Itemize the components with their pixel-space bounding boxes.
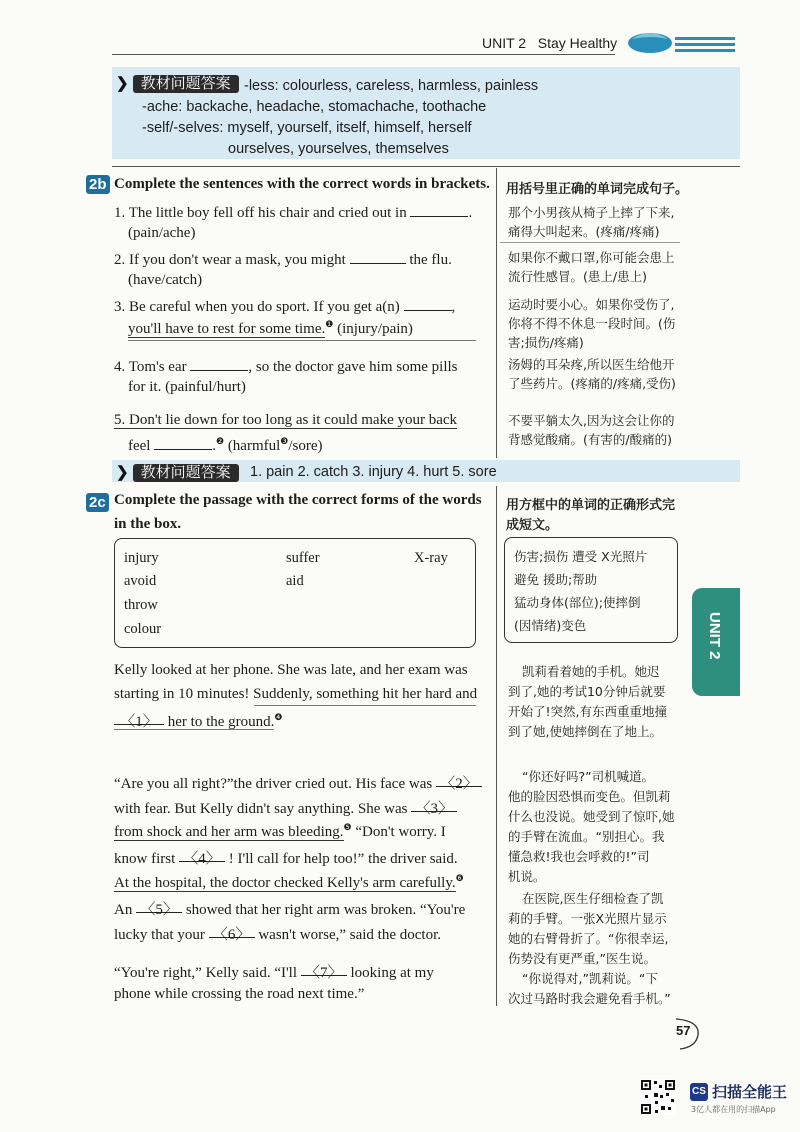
word-cn-2: 避免 援助;帮助 [514,572,598,587]
options-2: (have/catch) [128,272,203,288]
word-avoid: avoid [124,573,157,589]
sentence-2-cn-a: 如果你不戴口罩,你可能会患上 [508,250,675,265]
passage-p1-c: 〈1〉 her to the ground.$^❹$ [114,710,282,731]
sentence-5-cont: feel .$^❷$ (harmful$^❸$/sore) [128,436,323,454]
cn-rule [500,242,680,243]
instruction-2c-b: in the box. [114,516,182,532]
cn-p4-a: “你说得对,”凯莉说。“下 [522,971,658,986]
blank-c3[interactable]: 〈3〉 [411,797,457,812]
passage-p3-a: At the hospital, the doctor checked Kelly's arm carefully.$^❻$ [114,873,464,891]
passage-p2-d: know first 〈4〉 ! I'll call for help too!” the driver said. [114,847,458,868]
cn-p2-b: 他的脸因恐惧而变色。但凯莉 [508,789,671,804]
passage-p2-b: with fear. But Kelly didn't say anything. She was 〈3〉 [114,797,457,818]
cn-p2-c: 什么也没说。她受到了惊吓,她 [508,809,675,824]
sentence-5-cn-b: 背感觉酸痛。(有害的/酸痛的) [508,432,672,447]
header-title: Stay Healthy [537,35,618,51]
blank-3[interactable] [404,296,452,311]
answer-line-self: -self/-selves: myself, yourself, itself, himself, herself [142,120,472,136]
blank-2[interactable] [350,249,406,264]
page-number: 57 [676,1023,691,1038]
word-cn-3: 猛动身体(部位);使摔倒 [514,595,641,610]
instruction-2b-cn: 用括号里正确的单词完成句子。 [506,182,689,197]
word-cn-1: 伤害;损伤 遭受 X光照片 [514,549,648,564]
column-divider-2b [496,168,497,458]
exercise-badge-2b: 2b [86,175,110,194]
word-colour: colour [124,621,162,637]
answer-line-less: -less: colourless, careless, harmless, painless [244,78,539,94]
blank-5[interactable] [154,435,212,450]
cn-p2-e: 懂急救!我也会呼救的!”司 [508,849,650,864]
blank-c1[interactable]: 〈1〉 [114,710,164,725]
column-divider-2c [496,486,497,1006]
blank-c2[interactable]: 〈2〉 [436,772,482,787]
answer-tag-2: ❯ 教材问题答案 [116,461,239,482]
cn-p2-f: 机说。 [508,869,546,884]
sentence-3-cn-c: 害;损伤/疼痛) [508,335,584,350]
blank-1[interactable] [410,202,468,217]
cn-p1-d: 到了她,使她摔倒在了地上。 [508,724,662,739]
scanner-app-name: 扫描全能王 [712,1083,788,1101]
instruction-2b: Complete the sentences with the correct words in brackets. [114,176,490,192]
sentence-5: 5. Don't lie down for too long as it could make your back [114,412,458,428]
cn-p1-c: 开始了!突然,有东西重重地撞 [508,704,667,719]
blank-c5[interactable]: 〈5〉 [136,898,182,913]
word-suffer: suffer [286,550,320,566]
answer-tag-1: ❯ 教材问题答案 [116,72,239,93]
blank-c6[interactable]: 〈6〉 [209,923,255,938]
answer-line-2b: 1. pain 2. catch 3. injury 4. hurt 5. sore [250,464,497,480]
passage-p1-b: starting in 10 minutes! Suddenly, something hit her hard and [114,686,478,702]
word-cn-4: (因情绪)变色 [514,618,587,633]
sentence-1-cn-a: 那个小男孩从椅子上摔了下来, [508,205,675,220]
word-throw: throw [124,597,158,613]
passage-p3-c: lucky that your 〈6〉 wasn't worse,” said the doctor. [114,923,441,944]
p1-underline-b [114,729,274,730]
sentence-3-cn-a: 运动时要小心。如果你受伤了, [508,297,675,312]
passage-p2-a: “Are you all right?”the driver cried out. His face was 〈2〉 [114,772,482,793]
instruction-2c-cn-b: 成短文。 [506,518,559,533]
arrow-icon: ❯ [116,76,129,92]
sentence-1-cn-b: 痛得大叫起来。(疼痛/疼痛) [508,224,660,239]
answer-line-ache: -ache: backache, headache, stomachache, toothache [142,99,487,115]
sentence-5-cn-a: 不要平躺太久,因为这会让你的 [508,413,675,428]
sentence-4-cn-a: 汤姆的耳朵疼,所以医生给他开 [508,357,675,372]
cn-p4-b: 次过马路时我会避免看手机。” [508,991,671,1006]
running-header [482,35,617,51]
cn-p2-a: “你还好吗?”司机喊道。 [522,769,655,784]
cn-p2-d: 的手臂在流血。“别担心。我 [508,829,665,844]
book-decoration-icon [620,25,738,59]
options-1: (pain/ache) [128,225,196,241]
sentence-3: 3. Be careful when you do sport. If you get a(n) , [114,296,455,316]
passage-p4-a: “You're right,” Kelly said. “I'll 〈7〉 looking at my [114,961,434,982]
sentence-4: 4. Tom's ear , so the doctor gave him some pills [114,356,458,376]
arrow-icon: ❯ [116,465,129,481]
blank-4[interactable] [190,356,248,371]
sentence-2: 2. If you don't wear a mask, you might the flu. [114,249,452,269]
passage-p2-c: from shock and her arm was bleeding.$^❺$ “Don't worry. I [114,822,446,840]
word-xray: X-ray [414,550,448,566]
sentence-3-cont: you'll have to rest for some time.$^❶$ (injury/pain) [128,319,413,337]
scanner-logo-icon: CS [690,1083,708,1101]
cn-p3-b: 莉的手臂。一张X光照片显示 [508,911,667,926]
instruction-2c-cn-a: 用方框中的单词的正确形式完 [506,498,676,513]
sentence-3-cn-b: 你将不得不休息一段时间。(伤 [508,316,676,331]
word-injury: injury [124,550,159,566]
blank-c4[interactable]: 〈4〉 [179,847,225,862]
instruction-2c-a: Complete the passage with the correct forms of the words [114,492,482,508]
blank-c7[interactable]: 〈7〉 [301,961,347,976]
exercise-badge-2c: 2c [86,493,109,512]
passage-p4-b: phone while crossing the road next time.” [114,986,365,1002]
cn-p1-a: 凯莉看着她的手机。她迟 [522,664,660,679]
sentence-2-cn-b: 流行性感冒。(患上/患上) [508,269,647,284]
sentence-3-underline [128,340,476,341]
page-curve-icon [672,1015,702,1051]
sentence-1: 1. The little boy fell off his chair and cried out in . [114,202,472,222]
sentence-4-cn-b: 了些药片。(疼痛的/疼痛,受伤) [508,376,676,391]
section-rule-top [112,166,740,167]
passage-p1-a: Kelly looked at her phone. She was late, and her exam was [114,662,468,678]
passage-p3-b: An 〈5〉 showed that her right arm was broken. “You're [114,898,465,919]
cn-p3-a: 在医院,医生仔细检查了凯 [522,891,664,906]
scanner-app-slogan: 3亿人都在用的扫描App [691,1105,776,1114]
qr-code-icon [640,1079,676,1115]
p1-underline-a [254,705,476,706]
unit-side-tab-label: UNIT 2 [706,612,723,660]
options-4: for it. (painful/hurt) [128,379,246,395]
word-aid: aid [286,573,304,589]
cn-p3-c: 她的右臂骨折了。“你很幸运, [508,931,669,946]
header-rule [112,54,615,55]
cn-p1-b: 到了,她的考试10分钟后就要 [508,684,666,699]
cn-p3-d: 伤势没有更严重,”医生说。 [508,951,656,966]
header-unit: UNIT 2 [482,35,527,51]
answer-line-selves: ourselves, yourselves, themselves [228,141,449,157]
